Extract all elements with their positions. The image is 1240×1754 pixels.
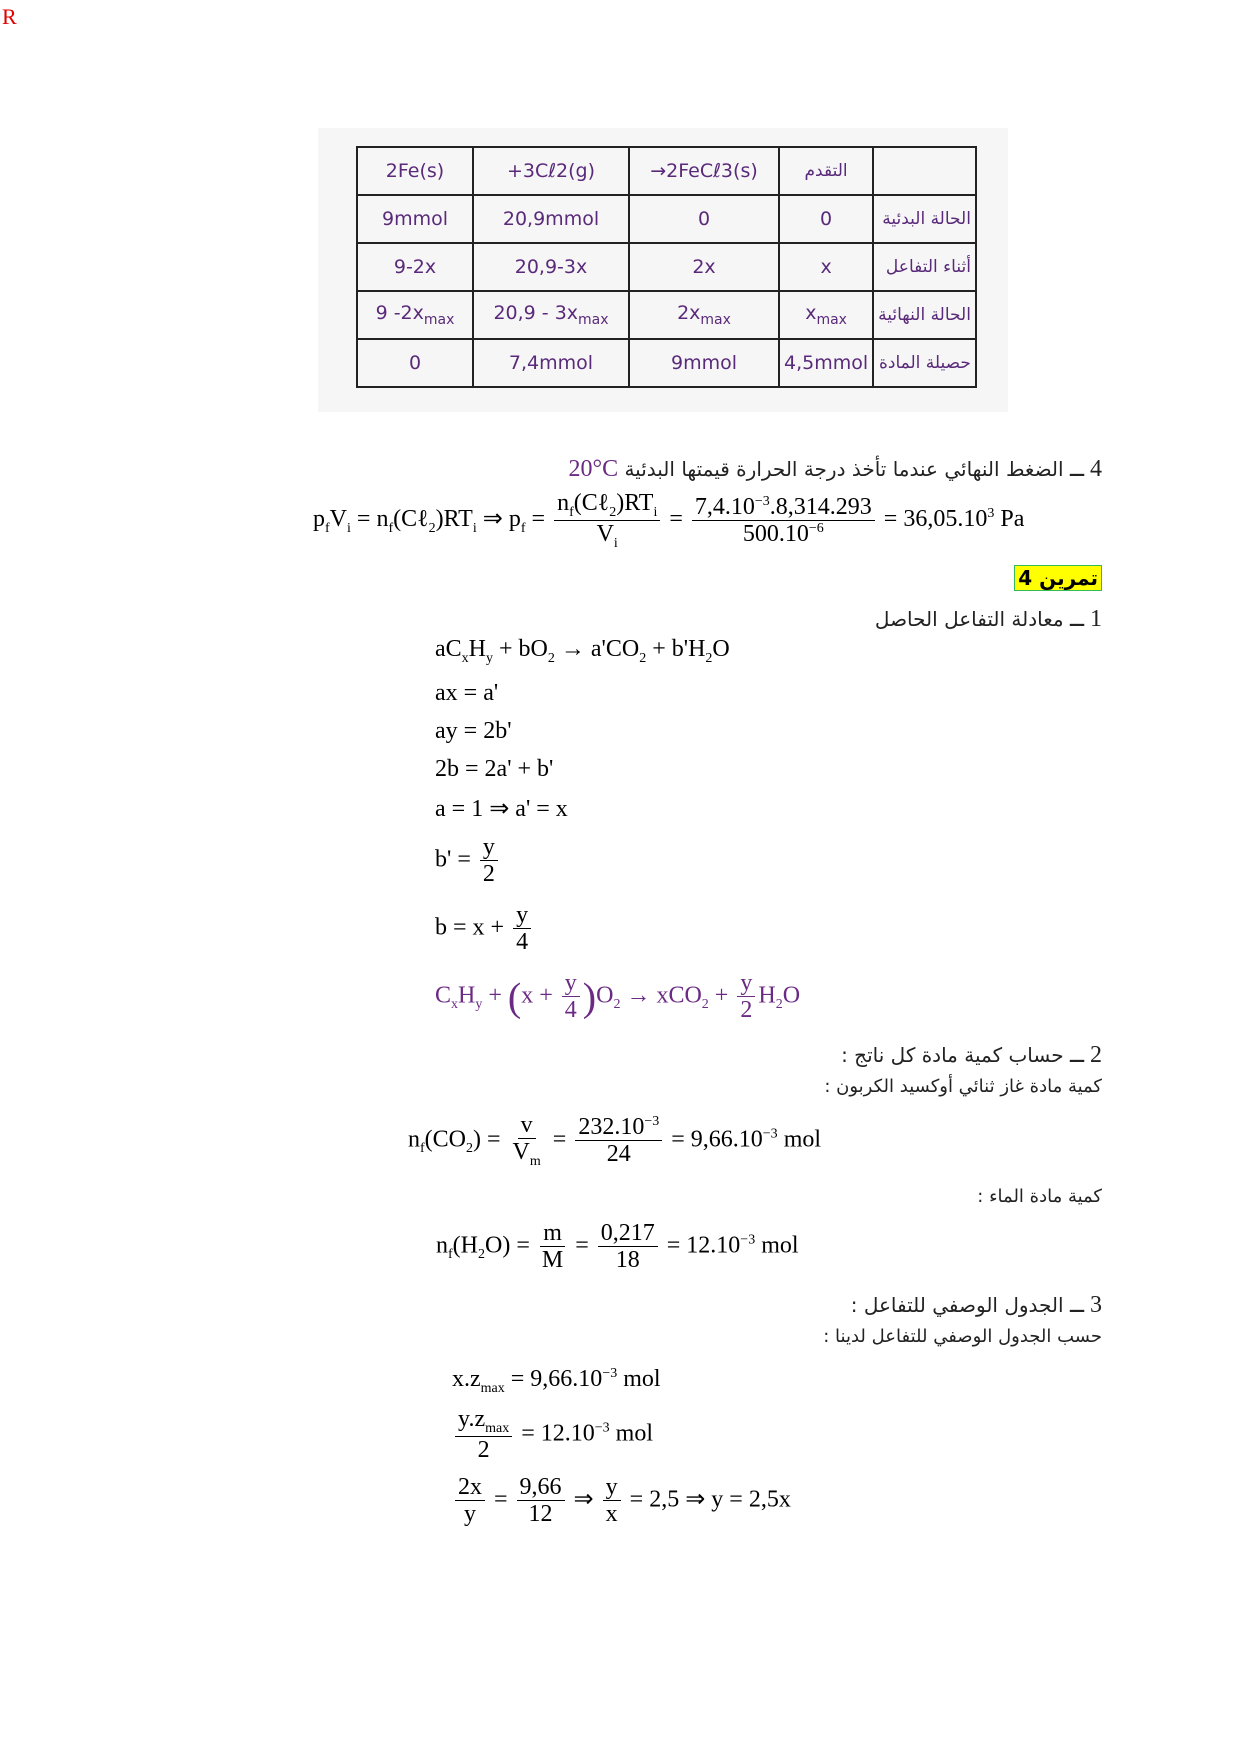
equation-b-prime: b' = $\frac{y}{2}$ [435, 834, 501, 888]
table-cell: التقدم [779, 147, 873, 195]
co2-subheading: كمية مادة غاز ثنائي أوكسيد الكربون : [824, 1076, 1102, 1097]
table-cell: 9 $-2x_{max}$ [357, 291, 473, 339]
question-4-heading: 4 ــ الضغط النهائي عندما تأخذ درجة الحرارة قيمتها البدئية 20°C [568, 456, 1102, 482]
table-cell: 2x [629, 243, 779, 291]
table-cell: 2Fe(s) [357, 147, 473, 195]
row-label: حصيلة المادة [873, 339, 976, 387]
table-cell [873, 147, 976, 195]
table-cell: $x_{max}$ [779, 291, 873, 339]
table-cell: 9-2x [357, 243, 473, 291]
table-row [357, 243, 976, 291]
section-2-heading: 2 ــ حساب كمية مادة كل ناتج : [841, 1042, 1102, 1068]
section-3-subheading: حسب الجدول الوصفي للتفاعل لدينا : [823, 1326, 1102, 1347]
table-cell: 7,4mmol [473, 339, 629, 387]
balanced-equation: $C_xH_y + (x$ + $\frac{y}{4}$ )$O_2 \to xCO_2$ + $\frac{y}{2}$ $H_2O$ [435, 970, 801, 1024]
equation-ax: ax = a' [435, 680, 499, 706]
table-cell: 20,9mmol [473, 195, 629, 243]
equation-b: b = x + $\frac{y}{4}$ [435, 902, 534, 956]
table-cell: x [779, 243, 873, 291]
pressure-equation: $p_fV_i$ = $n_f(C\ell_2)RT_i$ ⇒ $p_f$ = $\frac{n_f(C\ell_2)RT_i}{V_i}$ = $\frac{7,4.10^{-3}.8,314.293}{500.10^{-6}}$ = $36,05.10^3$ Pa [313, 490, 1025, 551]
row-label: الحالة البدئية [873, 195, 976, 243]
section-1-heading: 1 ــ معادلة التفاعل الحاصل [874, 606, 1102, 632]
equation-2b: 2b = 2a' + b' [435, 756, 554, 782]
table-cell: 0 [779, 195, 873, 243]
co2-equation: $n_f(CO_2)$ = $\frac{v}{V_m}$ = $\frac{232.10^{-3}}{24}$ = $9,66.10^{-3}$ mol [408, 1112, 822, 1170]
advancement-table [356, 146, 977, 388]
table-header-row [357, 147, 976, 195]
table-cell: 20,9-3x [473, 243, 629, 291]
combustion-equation: $aC_xH_y + bO_2 \to a'CO_2 + b'H_2O$ [435, 636, 730, 666]
table-cell: 0 [357, 339, 473, 387]
table-row [357, 339, 976, 387]
corner-mark: R [2, 4, 17, 29]
table-cell: 9mmol [629, 339, 779, 387]
equation-a: a = 1 ⇒ a' = x [435, 796, 568, 822]
table-cell: +3Cℓ2(g) [473, 147, 629, 195]
final-equation-1: $x.z_{max} = 9,66.10^{-3}$ mol [452, 1366, 661, 1396]
table-cell: 9mmol [357, 195, 473, 243]
h2o-subheading: كمية مادة الماء : [977, 1186, 1102, 1207]
table-cell: →2FeCℓ3(s) [629, 147, 779, 195]
row-label: الحالة النهائية [873, 291, 976, 339]
h2o-equation: $n_f(H_2O)$ = $\frac{m}{M}$ = $\frac{0,217}{18}$ = $12.10^{-3}$ mol [436, 1220, 799, 1274]
table-cell: 0 [629, 195, 779, 243]
equation-ay: ay = 2b' [435, 718, 512, 744]
table-cell: $20,9 - 3x_{max}$ [473, 291, 629, 339]
exercise-title: تمرين 4 [1014, 566, 1102, 590]
row-label: أثناء التفاعل [873, 243, 976, 291]
table-row [357, 291, 976, 339]
table-cell: 4,5mmol [779, 339, 873, 387]
table-cell: $2x_{max}$ [629, 291, 779, 339]
section-3-heading: 3 ــ الجدول الوصفي للتفاعل : [850, 1292, 1102, 1318]
table-row [357, 195, 976, 243]
final-equation-2: $\frac{y.z_{max}}{2}$ = $12.10^{-3}$ mol [452, 1406, 653, 1464]
advancement-table-panel [318, 128, 1008, 412]
final-equation-3: $\frac{2x}{y}$ = $\frac{9,66}{12}$ ⇒ $\frac{y}{x}$ = 2,5 ⇒ y = 2,5x [452, 1474, 791, 1528]
